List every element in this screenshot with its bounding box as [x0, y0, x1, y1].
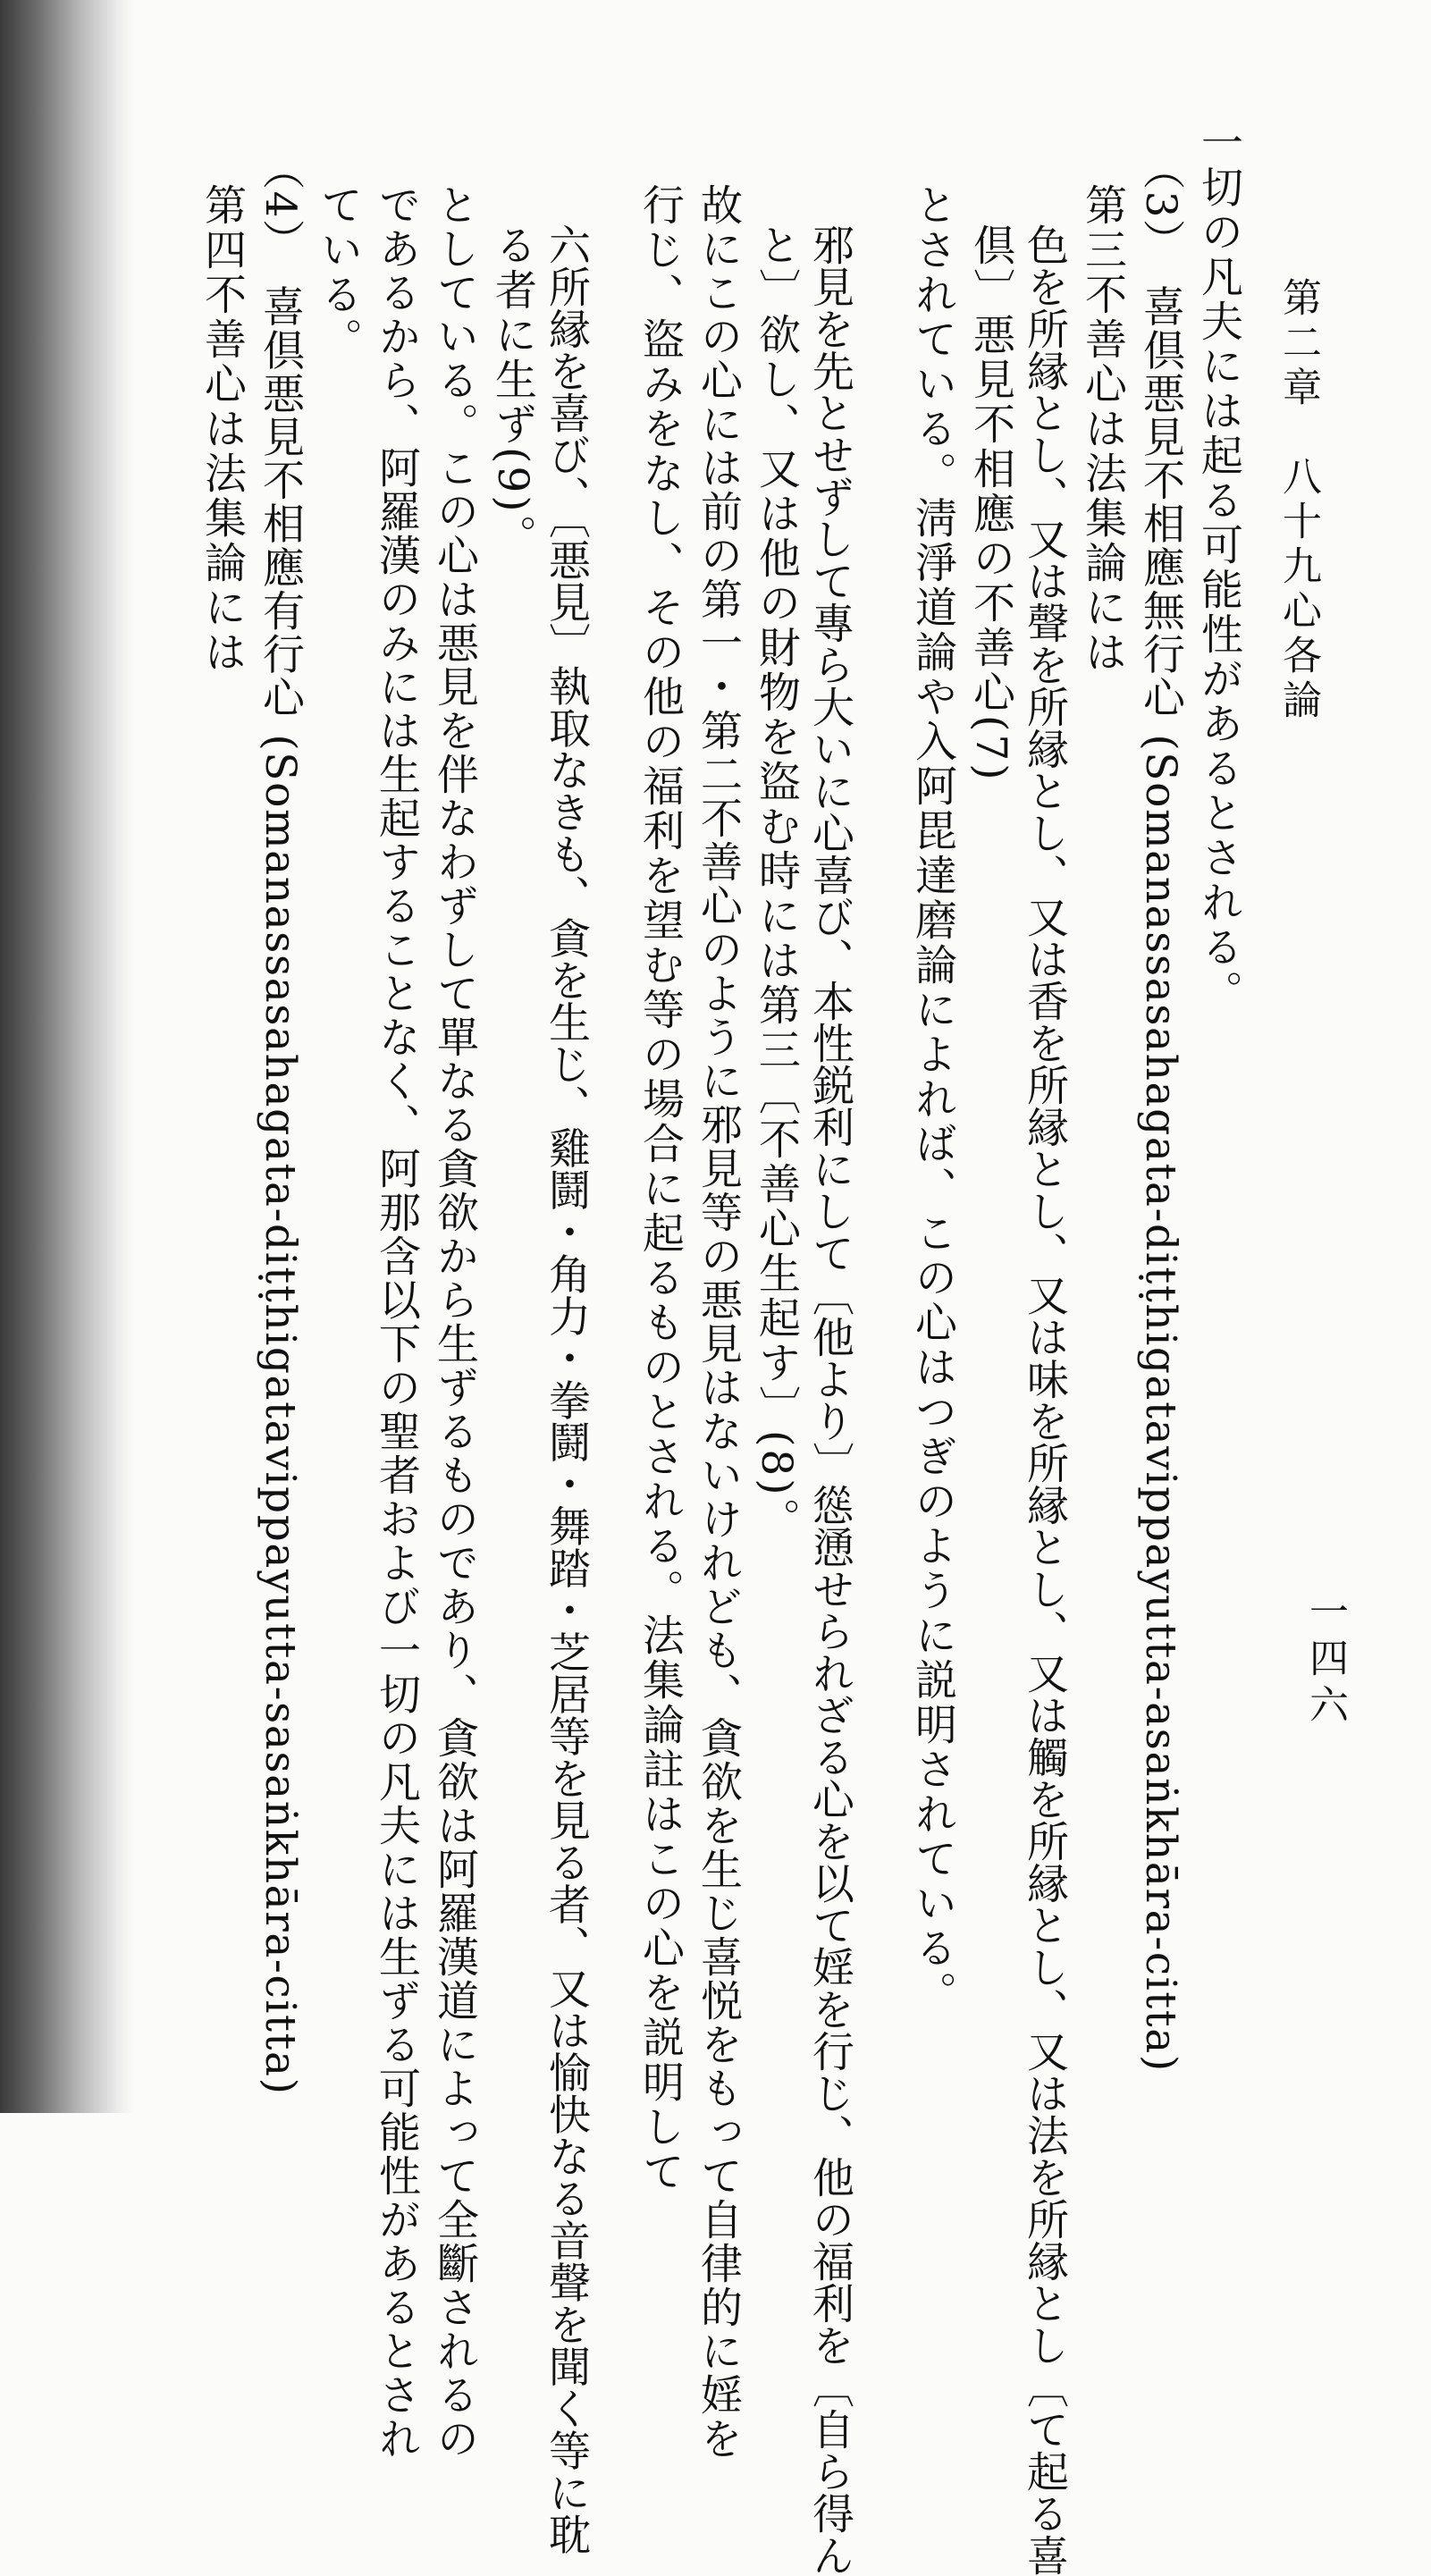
text-line-6: とされている。淸淨道論や入阿毘達磨論によれば、この心はつぎのように説明されている。: [908, 183, 957, 2016]
text-line-1: 一切の凡夫には起る可能性があるとされる。: [1194, 121, 1243, 1014]
text-line-9: 故にこの心には前の第一・第二不善心のように邪見等の悪見はないけれども、貪欲を生じ喜悦をもって自律的に婬を: [694, 183, 743, 2461]
scan-edge-shadow: [0, 0, 134, 2113]
quote-line-3: 邪見を先とせずして專ら大いに心喜び、本性鋭利にして〔他より〕慫慂せられざる心を以て婬を行じ、他の福利を〔自ら得ん: [805, 223, 854, 2576]
text-line-13: としている。この心は悪見を伴なわずして單なる貪欲から生ずるものであり、貪欲は阿羅漢道によって全斷されるの: [430, 183, 479, 2461]
text-line-14: であるから、阿羅漢のみには生起することなく、阿那含以下の聖者および一切の凡夫には生ずる可能性があるとされ: [372, 183, 421, 2461]
page-number: 一四六: [1302, 1591, 1348, 1730]
text-line-17: 第四不善心は法集論には: [198, 183, 247, 675]
text-line-3: 第三不善心は法集論には: [1078, 183, 1127, 675]
quote-line-4: と〕欲し、又は他の財物を盜む時には第三〔不善心生起す〕(8)。: [752, 223, 801, 1543]
section-heading-3: （3） 喜倶悪見不相應無行心 (Somanassasahagata-diṭṭhigatavippayutta-asaṅkhāra-citta): [1136, 147, 1185, 2073]
running-header: 第二章 八十九心各論: [1275, 277, 1321, 724]
section-heading-4: （4） 喜倶悪見不相應有行心 (Somanassasahagata-diṭṭhigatavippayutta-sasaṅkhāra-citta): [256, 147, 305, 2096]
text-line-10: 行じ、盜みをなし、その他の福利を望む等の場合に起るものとされる。法集論註はこの心を説明して: [636, 183, 685, 2194]
quote-line-6: る者に生ず(9)。: [488, 223, 537, 560]
quote-line-2: 倶〕悪見不相應の不善心(7): [966, 223, 1015, 783]
quote-line-1: 色を所縁とし、又は聲を所縁とし、又は香を所縁とし、又は味を所縁とし、又は觸を所縁とし、又は法を所縁とし〔て起る喜: [1020, 223, 1069, 2576]
quote-line-5: 六所縁を喜び、〔悪見〕執取なきも、貪を生じ、雞鬪・角力・拳鬪・舞踏・芝居等を見る者、又は愉快なる音聲を聞く等に耽: [542, 223, 591, 2555]
text-line-15: ている。: [314, 183, 363, 362]
